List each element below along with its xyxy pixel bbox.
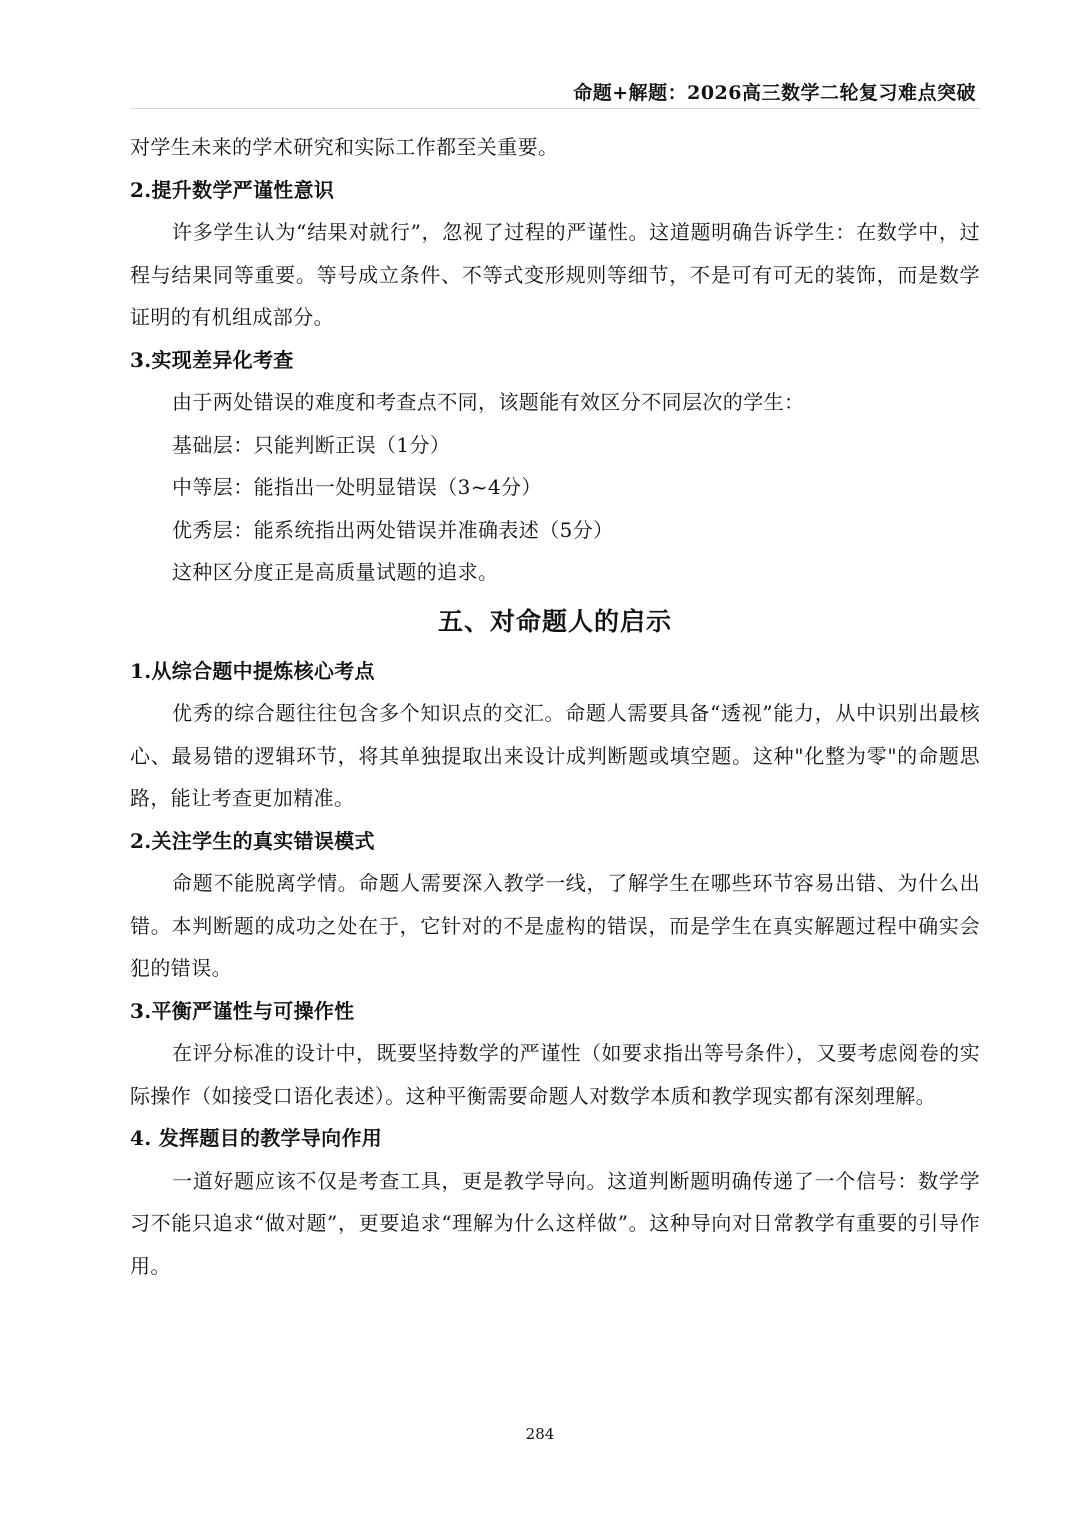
section-heading-five: 五、对命题人的启示	[437, 606, 672, 636]
subheading-extract-core: 1.从综合题中提炼核心考点	[130, 658, 375, 683]
page-body	[130, 126, 980, 1287]
subheading-rigor: 2.提升数学严谨性意识	[130, 177, 335, 202]
paragraph-extract-core: 优秀的综合题往往包含多个知识点的交汇。命题人需要具备“透视”能力，从中识别出最核心、最易错的逻辑环节，将其单独提取出来设计成判断题或填空题。这种"化整为零"的命题思路，能让考查更加精准。	[130, 701, 980, 810]
paragraph-continuation: 对学生未来的学术研究和实际工作都至关重要。	[130, 135, 559, 159]
paragraph-differentiation-intro: 由于两处错误的难度和考查点不同，该题能有效区分不同层次的学生：	[172, 390, 805, 414]
tier-intermediate: 中等层：能指出一处明显错误（3~4分）	[172, 475, 542, 499]
paragraph-differentiation-end: 这种区分度正是高质量试题的追求。	[172, 560, 499, 584]
paragraph-teaching-guidance: 一道好题应该不仅是考查工具，更是教学导向。这道判断题明确传递了一个信号：数学学习不能只追求“做对题”，更要追求“理解为什么这样做”。这种导向对日常教学有重要的引导作用。	[130, 1168, 980, 1278]
subheading-error-patterns: 2.关注学生的真实错误模式	[130, 828, 375, 853]
tier-excellent: 优秀层：能系统指出两处错误并准确表述（5分）	[172, 517, 614, 542]
subheading-differentiation: 3.实现差异化考查	[130, 347, 294, 372]
running-header: 命题+解题：2026高三数学二轮复习难点突破	[573, 82, 976, 104]
tier-basic: 基础层：只能判断正误（1分）	[172, 432, 451, 457]
header-divider	[130, 108, 980, 109]
paragraph-rigor: 许多学生认为“结果对就行”，忽视了过程的严谨性。这道题明确告诉学生：在数学中，过程与结果同等重要。等号成立条件、不等式变形规则等细节，不是可有可无的装饰，而是数学证明的有机组成部分。	[130, 220, 980, 329]
paragraph-balance: 在评分标准的设计中，既要坚持数学的严谨性（如要求指出等号条件），又要考虑阅卷的实际操作（如接受口语化表述）。这种平衡需要命题人对数学本质和教学现实都有深刻理解。	[130, 1041, 980, 1108]
page-number: 284	[525, 1425, 555, 1443]
subheading-teaching-guidance: 4. 发挥题目的教学导向作用	[130, 1126, 383, 1150]
subheading-balance: 3.平衡严谨性与可操作性	[130, 998, 355, 1023]
paragraph-error-patterns: 命题不能脱离学情。命题人需要深入教学一线，了解学生在哪些环节容易出错、为什么出错。本判断题的成功之处在于，它针对的不是虚构的错误，而是学生在真实解题过程中确实会犯的错误。	[130, 871, 980, 980]
